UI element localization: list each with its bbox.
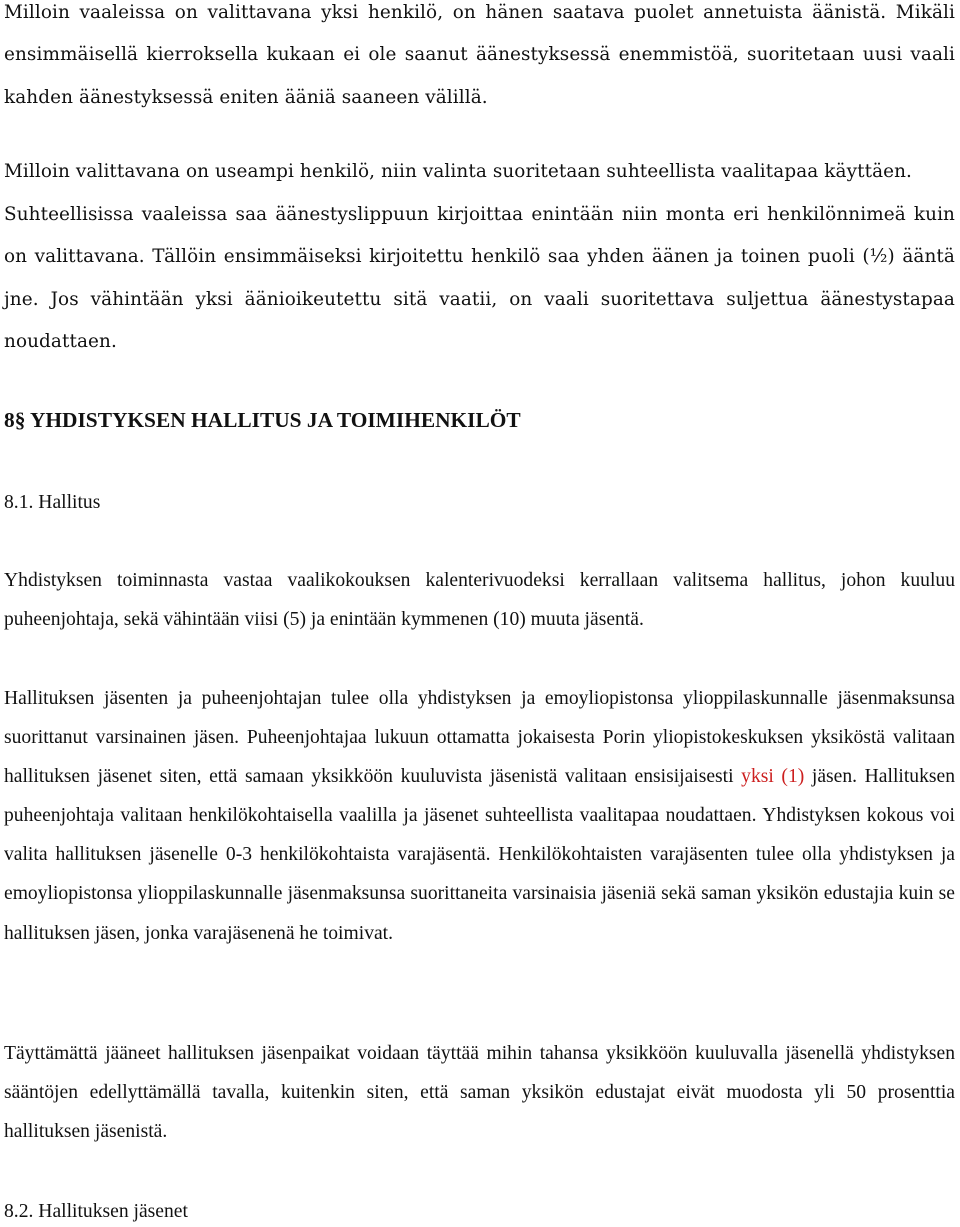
paragraph-board-vacancies: Täyttämättä jääneet hallituksen jäsenpaikat voidaan täyttää mihin tahansa yksikköön kuuluvalla jäsenellä yhdistyksen sääntöjen edellyttämällä tavalla, kuitenkin siten, että saman yksikön edustajat eivät muodosta yli 50 prosenttia hallituksen jäsenistä. — [4, 1043, 955, 1143]
paragraph-board-composition: Yhdistyksen toiminnasta vastaa vaalikokouksen kalenterivuodeksi kerrallaan valitsema hallitus, johon kuuluu puheenjohtaja, sekä vähintään viisi (5) ja enintään kymmenen (10) muuta jäsentä. — [4, 570, 955, 631]
paragraph-proportional-election-intro: Milloin valittavana on useampi henkilö, niin valinta suoritetaan suhteellista vaalitapaa käyttäen. — [4, 161, 913, 182]
board-membership-text-end: jäsen. Hallituksen puheenjohtaja valitaan henkilökohtaisella vaalilla ja jäsenet suhteellista vaalitapaa noudattaen. Yhdistyksen kokous voi valita hallituksen jäsenelle 0-3 henkilökohtaista varajäsentä. Henkilökohtaisten varajäsenten tulee olla yhdistyksen ja emoyliopistonsa ylioppilaskunnalle jäsenmaksunsa suorittaneita varsinaisia jäseniä sekä saman yksikön edustajia kuin se hallituksen jäsen, jonka varajäsenenä he toimivat. — [4, 766, 955, 944]
section-8-2-heading: 8.2. Hallituksen jäsenet — [4, 1201, 188, 1222]
board-membership-text-start: Hallituksen jäsenten ja puheenjohtajan tulee olla yhdistyksen ja emoyliopistonsa ylioppilaskunnalle jäsenmaksunsa suorittanut varsinainen jäsen. Puheenjohtajaa lukuun ottamatta jokaisesta Porin yliopistokeskuksen yksiköstä valitaan hallituksen jäsenet siten, että samaan yksikköön kuuluvista jäsenistä valitaan ensisijaisesti — [4, 688, 955, 788]
paragraph-majority-vote: Milloin vaaleissa on valittavana yksi henkilö, on hänen saatava puolet annetuista äänistä. Mikäli ensimmäisellä kierroksella kukaan ei ole saanut äänestyksessä enemmistöä, suoritetaan uusi vaali kahden äänestyksessä eniten ääniä saaneen välillä. — [4, 2, 955, 108]
section-8-1-heading: 8.1. Hallitus — [4, 492, 101, 513]
paragraph-proportional-election-rules: Suhteellisissa vaaleissa saa äänestyslippuun kirjoittaa enintään niin monta eri henkilönnimeä kuin on valittavana. Tällöin ensimmäiseksi kirjoitettu henkilö saa yhden äänen ja toinen puoli (½) ääntä jne. Jos vähintään yksi äänioikeutettu sitä vaatii, on vaali suoritettava suljettua äänestystapaa noudattaen. — [4, 204, 955, 353]
highlighted-member-count: yksi (1) — [741, 766, 805, 788]
paragraph-board-membership — [4, 679, 955, 953]
section-8-heading: 8§ YHDISTYKSEN HALLITUS JA TOIMIHENKILÖT — [4, 408, 521, 432]
